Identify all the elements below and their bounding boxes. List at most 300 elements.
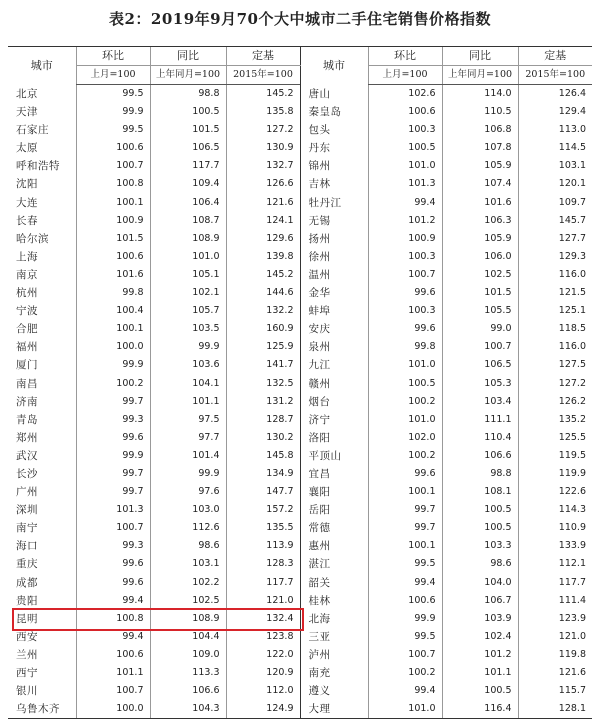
city-cell: 安庆 [300,320,368,338]
index-value-cell: 100.7 [76,682,150,700]
city-cell: 南京 [16,268,38,281]
index-value-cell: 100.3 [368,248,442,266]
index-value-cell: 99.5 [368,628,442,646]
index-value-cell: 99.5 [76,121,150,139]
index-value-cell: 147.7 [226,483,300,501]
header-yoy: 同比 [150,47,226,66]
index-value-cell: 109.7 [518,194,592,212]
index-value-cell: 141.7 [226,356,300,374]
index-value-cell: 124.9 [226,700,300,719]
city-cell: 韶关 [300,574,368,592]
index-value-cell: 126.6 [226,175,300,193]
index-value-cell: 108.7 [150,212,226,230]
city-cell: 济南 [16,395,38,408]
table-row [8,628,592,646]
index-value-cell: 108.1 [442,483,518,501]
city-cell: 南宁 [16,522,38,535]
index-value-cell: 145.8 [226,447,300,465]
index-value-cell: 99.4 [76,628,150,646]
index-value-cell: 99.6 [368,465,442,483]
city-cell: 昆明 [16,612,38,625]
index-value-cell: 106.3 [442,212,518,230]
city-cell: 三亚 [300,628,368,646]
index-value-cell: 129.3 [518,248,592,266]
index-value-cell: 144.6 [226,284,300,302]
city-cell: 沈阳 [16,178,38,191]
city-cell: 吉林 [300,175,368,193]
table-row [8,103,592,121]
index-value-cell: 145.2 [226,266,300,284]
index-value-cell: 106.6 [150,682,226,700]
header-city: 城市 [8,47,76,85]
index-value-cell: 110.5 [442,103,518,121]
index-value-cell: 100.7 [76,519,150,537]
index-value-cell: 98.8 [150,85,226,104]
index-value-cell: 100.8 [76,610,150,628]
city-cell: 惠州 [300,537,368,555]
index-value-cell: 105.9 [442,157,518,175]
index-value-cell: 102.5 [150,592,226,610]
index-value-cell: 100.5 [442,501,518,519]
table-row [8,212,592,230]
city-cell: 蚌埠 [300,302,368,320]
city-cell: 贵阳 [16,594,38,607]
index-value-cell: 99.4 [368,194,442,212]
city-cell: 成都 [16,576,38,589]
index-value-cell: 99.9 [150,465,226,483]
index-value-cell: 126.4 [518,85,592,104]
index-value-cell: 100.3 [368,302,442,320]
index-value-cell: 100.2 [368,447,442,465]
city-cell: 北海 [300,610,368,628]
index-value-cell: 102.2 [150,574,226,592]
index-value-cell: 122.0 [226,646,300,664]
table-row [8,157,592,175]
index-value-cell: 116.4 [442,700,518,719]
index-value-cell: 101.0 [368,157,442,175]
index-value-cell: 134.9 [226,465,300,483]
index-value-cell: 117.7 [518,574,592,592]
table-row [8,592,592,610]
index-value-cell: 114.3 [518,501,592,519]
index-value-cell: 100.0 [76,700,150,719]
index-value-cell: 114.0 [442,85,518,104]
index-value-cell: 110.4 [442,429,518,447]
index-value-cell: 120.1 [518,175,592,193]
index-value-cell: 130.9 [226,139,300,157]
index-value-cell: 100.6 [76,139,150,157]
index-value-cell: 131.2 [226,393,300,411]
index-value-cell: 100.7 [368,266,442,284]
index-value-cell: 100.9 [76,212,150,230]
index-value-cell: 101.0 [368,356,442,374]
index-value-cell: 100.0 [76,338,150,356]
index-value-cell: 100.6 [368,592,442,610]
city-cell: 太原 [16,142,38,155]
index-value-cell: 111.1 [442,411,518,429]
city-cell: 广州 [16,486,38,499]
index-value-cell: 109.0 [150,646,226,664]
city-cell: 呼和浩特 [16,160,60,173]
index-value-cell: 103.3 [442,537,518,555]
table-row [8,284,592,302]
index-value-cell: 97.5 [150,411,226,429]
table-row [8,194,592,212]
index-value-cell: 101.3 [368,175,442,193]
index-value-cell: 107.4 [442,175,518,193]
index-value-cell: 125.9 [226,338,300,356]
index-value-cell: 100.1 [76,194,150,212]
index-value-cell: 101.0 [150,248,226,266]
city-cell: 岳阳 [300,501,368,519]
index-value-cell: 105.7 [150,302,226,320]
table-row [8,664,592,682]
table-row [8,230,592,248]
index-value-cell: 100.5 [368,375,442,393]
index-value-cell: 115.7 [518,682,592,700]
index-value-cell: 160.9 [226,320,300,338]
index-value-cell: 116.0 [518,266,592,284]
table-body [8,85,592,719]
subheader-yoy: 上年同月=100 [442,66,518,85]
index-value-cell: 100.2 [368,393,442,411]
city-cell: 长春 [16,214,38,227]
index-value-cell: 100.1 [368,483,442,501]
index-value-cell: 103.9 [442,610,518,628]
index-value-cell: 135.2 [518,411,592,429]
header-row [8,47,592,66]
index-value-cell: 125.5 [518,429,592,447]
index-value-cell: 112.1 [518,555,592,573]
table-row [8,175,592,193]
city-cell: 哈尔滨 [16,232,49,245]
index-value-cell: 104.1 [150,375,226,393]
index-value-cell: 98.6 [150,537,226,555]
table-row [8,519,592,537]
index-value-cell: 112.0 [226,682,300,700]
index-value-cell: 106.0 [442,248,518,266]
index-value-cell: 101.1 [442,664,518,682]
index-value-cell: 100.3 [368,121,442,139]
index-value-cell: 121.0 [518,628,592,646]
city-cell: 秦皇岛 [300,103,368,121]
index-value-cell: 104.0 [442,574,518,592]
table-row [8,574,592,592]
header-mom: 环比 [76,47,150,66]
index-value-cell: 112.6 [150,519,226,537]
index-value-cell: 102.4 [442,628,518,646]
index-value-cell: 99.6 [76,555,150,573]
index-value-cell: 127.2 [518,375,592,393]
index-value-cell: 98.8 [442,465,518,483]
index-value-cell: 100.7 [442,338,518,356]
index-value-cell: 127.2 [226,121,300,139]
city-cell: 扬州 [300,230,368,248]
index-value-cell: 113.9 [226,537,300,555]
city-cell: 泸州 [300,646,368,664]
city-cell: 兰州 [16,648,38,661]
city-cell: 包头 [300,121,368,139]
index-value-cell: 101.5 [442,284,518,302]
index-value-cell: 100.6 [76,248,150,266]
index-value-cell: 101.3 [76,501,150,519]
city-cell: 银川 [16,685,38,698]
table-row [8,266,592,284]
index-value-cell: 99.6 [76,574,150,592]
index-value-cell: 99.9 [76,447,150,465]
city-cell: 平顶山 [300,447,368,465]
index-value-cell: 97.7 [150,429,226,447]
subheader-fixed: 2015年=100 [226,66,300,85]
index-value-cell: 122.6 [518,483,592,501]
index-value-cell: 99.4 [368,574,442,592]
table-title: 表2：2019年9月70个大中城市二手住宅销售价格指数 [109,10,491,28]
index-value-cell: 101.0 [368,411,442,429]
index-value-cell: 99.5 [368,555,442,573]
index-value-cell: 145.2 [226,85,300,104]
city-cell: 金华 [300,284,368,302]
index-value-cell: 103.5 [150,320,226,338]
subheader-mom: 上月=100 [76,66,150,85]
index-value-cell: 135.5 [226,519,300,537]
index-value-cell: 132.4 [226,610,300,628]
header-fixed: 定基 [518,47,592,66]
table-row [8,302,592,320]
table-row [8,139,592,157]
index-value-cell: 101.4 [150,447,226,465]
index-value-cell: 99.7 [76,483,150,501]
index-value-cell: 99.3 [76,411,150,429]
index-value-cell: 100.2 [368,664,442,682]
index-value-cell: 99.9 [76,103,150,121]
index-value-cell: 133.9 [518,537,592,555]
city-cell: 天津 [16,106,38,119]
index-value-cell: 101.6 [442,194,518,212]
index-value-cell: 120.9 [226,664,300,682]
index-value-cell: 101.2 [368,212,442,230]
index-value-cell: 105.5 [442,302,518,320]
index-value-cell: 101.5 [150,121,226,139]
index-value-cell: 99.7 [368,501,442,519]
table-row [8,320,592,338]
index-value-cell: 99.9 [150,338,226,356]
index-value-cell: 100.5 [442,519,518,537]
city-cell: 南充 [300,664,368,682]
index-value-cell: 99.6 [368,284,442,302]
index-value-cell: 135.8 [226,103,300,121]
index-value-cell: 128.1 [518,700,592,719]
table-row [8,501,592,519]
subheader-mom: 上月=100 [368,66,442,85]
city-cell: 重庆 [16,558,38,571]
city-cell: 海口 [16,540,38,553]
index-value-cell: 121.6 [518,664,592,682]
city-cell: 泉州 [300,338,368,356]
city-cell: 烟台 [300,393,368,411]
index-value-cell: 110.9 [518,519,592,537]
city-cell: 洛阳 [300,429,368,447]
index-value-cell: 101.5 [76,230,150,248]
city-cell: 遵义 [300,682,368,700]
index-value-cell: 100.1 [368,537,442,555]
table-row [8,375,592,393]
city-cell: 常德 [300,519,368,537]
table-row [8,356,592,374]
index-value-cell: 129.4 [518,103,592,121]
index-value-cell: 121.5 [518,284,592,302]
index-value-cell: 99.7 [76,465,150,483]
index-value-cell: 121.0 [226,592,300,610]
index-value-cell: 129.6 [226,230,300,248]
index-value-cell: 123.9 [518,610,592,628]
index-value-cell: 99.9 [76,356,150,374]
index-value-cell: 99.6 [76,429,150,447]
index-value-cell: 109.4 [150,175,226,193]
table-row [8,429,592,447]
table-row [8,646,592,664]
index-value-cell: 114.5 [518,139,592,157]
index-value-cell: 102.0 [368,429,442,447]
index-value-cell: 99.9 [368,610,442,628]
index-value-cell: 123.8 [226,628,300,646]
index-value-cell: 116.0 [518,338,592,356]
index-value-cell: 132.7 [226,157,300,175]
index-value-cell: 125.1 [518,302,592,320]
index-value-cell: 99.6 [368,320,442,338]
table-row [8,447,592,465]
city-cell: 宁波 [16,305,38,318]
city-cell: 牡丹江 [300,194,368,212]
index-value-cell: 145.7 [518,212,592,230]
index-value-cell: 100.7 [76,157,150,175]
city-cell: 福州 [16,341,38,354]
index-value-cell: 100.5 [442,682,518,700]
index-value-cell: 139.8 [226,248,300,266]
index-value-cell: 103.4 [442,393,518,411]
city-cell: 石家庄 [16,124,49,137]
table-row [8,121,592,139]
index-value-cell: 108.9 [150,230,226,248]
index-value-cell: 103.6 [150,356,226,374]
table-row [8,555,592,573]
index-value-cell: 111.4 [518,592,592,610]
index-value-cell: 103.1 [518,157,592,175]
index-value-cell: 119.5 [518,447,592,465]
table-row [8,411,592,429]
index-value-cell: 99.7 [368,519,442,537]
index-value-cell: 102.1 [150,284,226,302]
city-cell: 襄阳 [300,483,368,501]
index-value-cell: 124.1 [226,212,300,230]
index-value-cell: 99.8 [76,284,150,302]
index-value-cell: 101.1 [76,664,150,682]
index-value-cell: 100.4 [76,302,150,320]
index-value-cell: 130.2 [226,429,300,447]
city-cell: 温州 [300,266,368,284]
city-cell: 锦州 [300,157,368,175]
city-cell: 武汉 [16,449,38,462]
table-row [8,610,592,628]
city-cell: 深圳 [16,504,38,517]
city-cell: 徐州 [300,248,368,266]
subheader-yoy: 上年同月=100 [150,66,226,85]
city-cell: 长沙 [16,467,38,480]
index-value-cell: 106.6 [442,447,518,465]
header-mom: 环比 [368,47,442,66]
city-cell: 西安 [16,630,38,643]
table-row [8,85,592,104]
index-value-cell: 99.7 [76,393,150,411]
index-value-cell: 113.3 [150,664,226,682]
table-row [8,682,592,700]
index-value-cell: 117.7 [226,574,300,592]
index-value-cell: 100.8 [76,175,150,193]
index-value-cell: 118.5 [518,320,592,338]
index-value-cell: 119.9 [518,465,592,483]
table-row [8,700,592,719]
index-value-cell: 132.5 [226,375,300,393]
index-value-cell: 104.4 [150,628,226,646]
index-value-cell: 105.3 [442,375,518,393]
index-value-cell: 100.5 [150,103,226,121]
index-value-cell: 105.1 [150,266,226,284]
index-value-cell: 117.7 [150,157,226,175]
index-value-cell: 99.4 [76,592,150,610]
index-value-cell: 106.5 [150,139,226,157]
table-row [8,338,592,356]
index-value-cell: 98.6 [442,555,518,573]
index-value-cell: 100.9 [368,230,442,248]
index-value-cell: 104.3 [150,700,226,719]
price-index-table [8,46,592,719]
city-cell: 厦门 [16,359,38,372]
index-value-cell: 105.9 [442,230,518,248]
index-value-cell: 99.3 [76,537,150,555]
index-value-cell: 106.8 [442,121,518,139]
index-value-cell: 126.2 [518,393,592,411]
city-cell: 北京 [16,87,38,100]
index-value-cell: 97.6 [150,483,226,501]
city-cell: 无锡 [300,212,368,230]
city-cell: 湛江 [300,555,368,573]
city-cell: 西宁 [16,667,38,679]
city-cell: 丹东 [300,139,368,157]
index-value-cell: 100.1 [76,320,150,338]
table-row [8,483,592,501]
index-value-cell: 99.5 [76,85,150,104]
index-value-cell: 113.0 [518,121,592,139]
index-value-cell: 100.6 [76,646,150,664]
index-value-cell: 99.4 [368,682,442,700]
index-value-cell: 119.8 [518,646,592,664]
index-value-cell: 103.1 [150,555,226,573]
header-city: 城市 [300,47,368,85]
index-value-cell: 101.2 [442,646,518,664]
table-row [8,248,592,266]
index-value-cell: 128.3 [226,555,300,573]
subheader-fixed: 2015年=100 [518,66,592,85]
city-cell: 宜昌 [300,465,368,483]
city-cell: 合肥 [16,323,38,336]
index-value-cell: 157.2 [226,501,300,519]
index-value-cell: 100.7 [368,646,442,664]
header-fixed: 定基 [226,47,300,66]
index-value-cell: 107.8 [442,139,518,157]
city-cell: 桂林 [300,592,368,610]
index-value-cell: 100.6 [368,103,442,121]
index-value-cell: 100.2 [76,375,150,393]
city-cell: 郑州 [16,431,38,444]
